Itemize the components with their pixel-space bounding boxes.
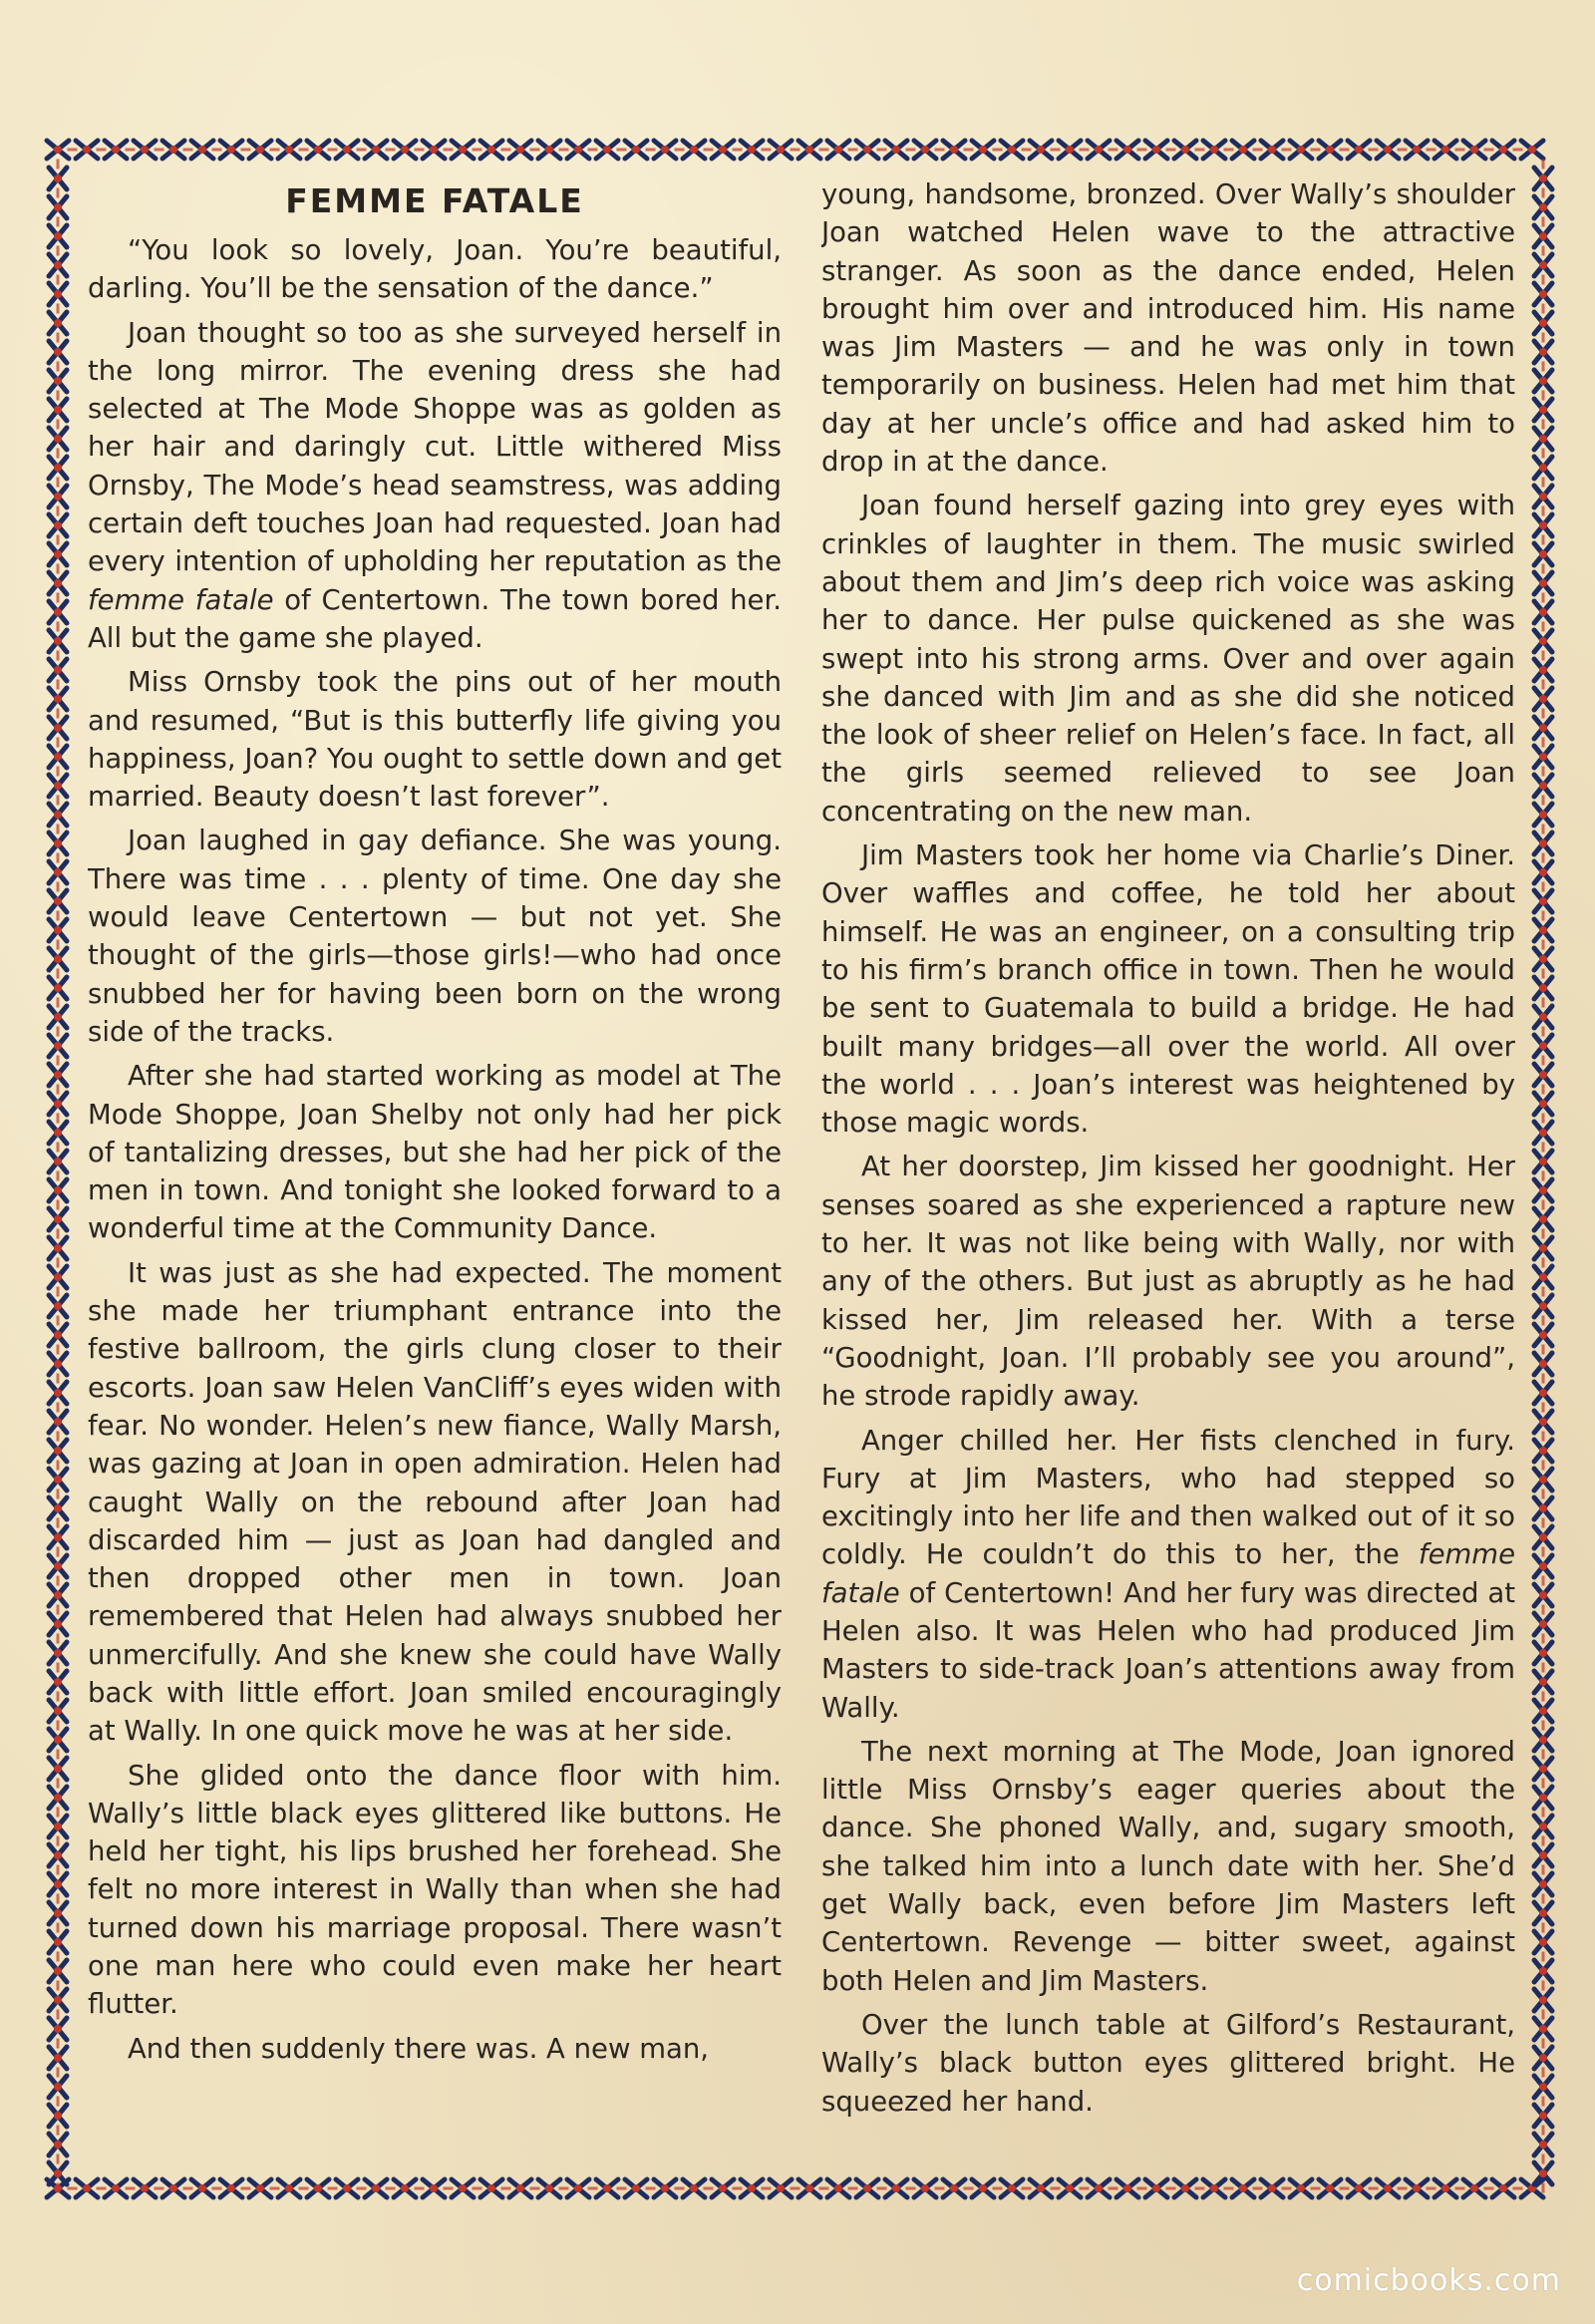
text-run: After she had started working as model at The Mode Shoppe, Joan Shelby not only had her pick of tantalizing dresses, but she had her pick of the men in town. And tonight she looked forward to a wonderful time at the Community Dance.: [88, 1060, 782, 1245]
text-run: of Centertown! And her fury was directed at Helen also. It was Helen who had produced Jim Masters to side-track Joan’s attentions away from Wally.: [821, 1576, 1515, 1724]
text-run: It was just as she had expected. The moment she made her triumphant entrance into the festive ballroom, the girls clung closer to their escorts. Joan saw Helen VanCliff’s eyes widen with fear. No wonder. Helen’s new fiance, Wally Marsh, was gazing at Joan in open admiration. Helen had caught Wally on the rebound after Joan had discarded him — just as Joan had dangled and then dropped other men in town. Joan remembered that Helen had always snubbed her unmercifully. And she knew she could have Wally back with little effort. Joan smiled encouragingly at Wally. In one quick move he was at her side.: [88, 1256, 782, 1748]
text-run: Jim Masters took her home via Charlie’s Diner. Over waffles and coffee, he told her about himself. He was an engineer, on a consulting trip to his firm’s branch office in town. Then he would be sent to Guatemala to build a bridge. He had built many bridges—all over the world. All over the world . . . Joan’s interest was heightened by those magic words.: [821, 839, 1515, 1140]
paragraph: [821, 487, 1515, 830]
text-run: The next morning at The Mode, Joan ignored little Miss Ornsby’s eager queries about the dance. She phoned Wally, and, sugary smooth, she talked him into a lunch date with her. She’d get Wally back, even before Jim Masters left Centertown. Revenge — bitter sweet, against both Helen and Jim Masters.: [821, 1735, 1515, 1997]
story-body: [88, 175, 1515, 2130]
italic-phrase: femme fatale: [821, 1538, 1515, 1609]
paragraph: [88, 314, 782, 658]
paragraph: [821, 2006, 1515, 2121]
text-run: And then suddenly there was. A new man,: [128, 2032, 710, 2065]
text-run: young, handsome, bronzed. Over Wally’s shoulder Joan watched Helen wave to the attractive stranger. As soon as the dance ended, Helen brought him over and introduced him. His name was Jim Masters — and he was only in town temporarily on business. Helen had met him that day at her uncle’s office and had asked him to drop in at the dance.: [821, 178, 1515, 479]
paragraph: [88, 663, 782, 816]
right-column: [821, 175, 1515, 2130]
text-run: Miss Ornsby took the pins out of her mouth and resumed, “But is this butterfly life giving you happiness, Joan? You ought to settle down and get married. Beauty doesn’t last forever”.: [88, 666, 782, 814]
text-run: Anger chilled her. Her fists clenched in fury. Fury at Jim Masters, who had stepped so excitingly into her life and then walked out of it so coldly. He couldn’t do this to her, the: [821, 1424, 1515, 1571]
paragraph: [821, 175, 1515, 481]
text-run: At her doorstep, Jim kissed her goodnight. Her senses soared as she experienced a rapture new to her. It was not like being with Wally, nor with any of the others. But just as abruptly as he had kissed her, Jim released her. With a terse “Goodnight, Joan. I’ll probably see you around”, he strode rapidly away.: [821, 1151, 1515, 1413]
paragraph: [88, 822, 782, 1051]
paragraph: [88, 1057, 782, 1247]
text-run: She glided onto the dance floor with him. Wally’s little black eyes glittered like buttons. He held her tight, his lips brushed her forehead. She felt no more interest in Wally than when she had turned down his marriage proposal. There wasn’t one man here who could even make her heart flutter.: [88, 1759, 782, 2021]
paragraph: [88, 1757, 782, 2024]
paragraph: [821, 1733, 1515, 2000]
text-run: Over the lunch table at Gilford’s Restaurant, Wally’s black button eyes glittered bright. He squeezed her hand.: [821, 2008, 1515, 2118]
text-run: Joan found herself gazing into grey eyes with crinkles of laughter in them. The music swirled about them and Jim’s deep rich voice was asking her to dance. Her pulse quickened as she was swept into his strong arms. Over and over again she danced with Jim and as she did she noticed the look of sheer relief on Helen’s face. In fact, all the girls seemed relieved to see Joan concentrating on the new man.: [821, 490, 1515, 828]
left-column: [88, 175, 782, 2130]
story-title: FEMME FATALE: [285, 181, 584, 220]
watermark: comicbooks.com: [1296, 2263, 1561, 2298]
paragraph: [821, 1148, 1515, 1415]
paragraph: [88, 2030, 782, 2068]
text-run: Joan laughed in gay defiance. She was young. There was time . . . plenty of time. One day she would leave Centertown — but not yet. She thought of the girls—those girls!—who had once snubbed her for having been born on the wrong side of the tracks.: [88, 825, 782, 1048]
paragraph: [88, 231, 782, 308]
paragraph: [821, 1422, 1515, 1727]
text-run: “You look so lovely, Joan. You’re beautiful, darling. You’ll be the sensation of the dance.”: [88, 234, 782, 305]
text-run: of Centertown. The town bored her. All but the game she played.: [88, 583, 782, 654]
paragraph: [88, 1254, 782, 1751]
text-run: Joan thought so too as she surveyed herself in the long mirror. The evening dress she had selected at The Mode Shoppe was as golden as her hair and daringly cut. Little withered Miss Ornsby, The Mode’s head seamstress, was adding certain deft touches Joan had requested. Joan had every intention of upholding her reputation as the: [88, 316, 782, 578]
paragraph: [821, 836, 1515, 1142]
italic-phrase: femme fatale: [88, 583, 274, 616]
